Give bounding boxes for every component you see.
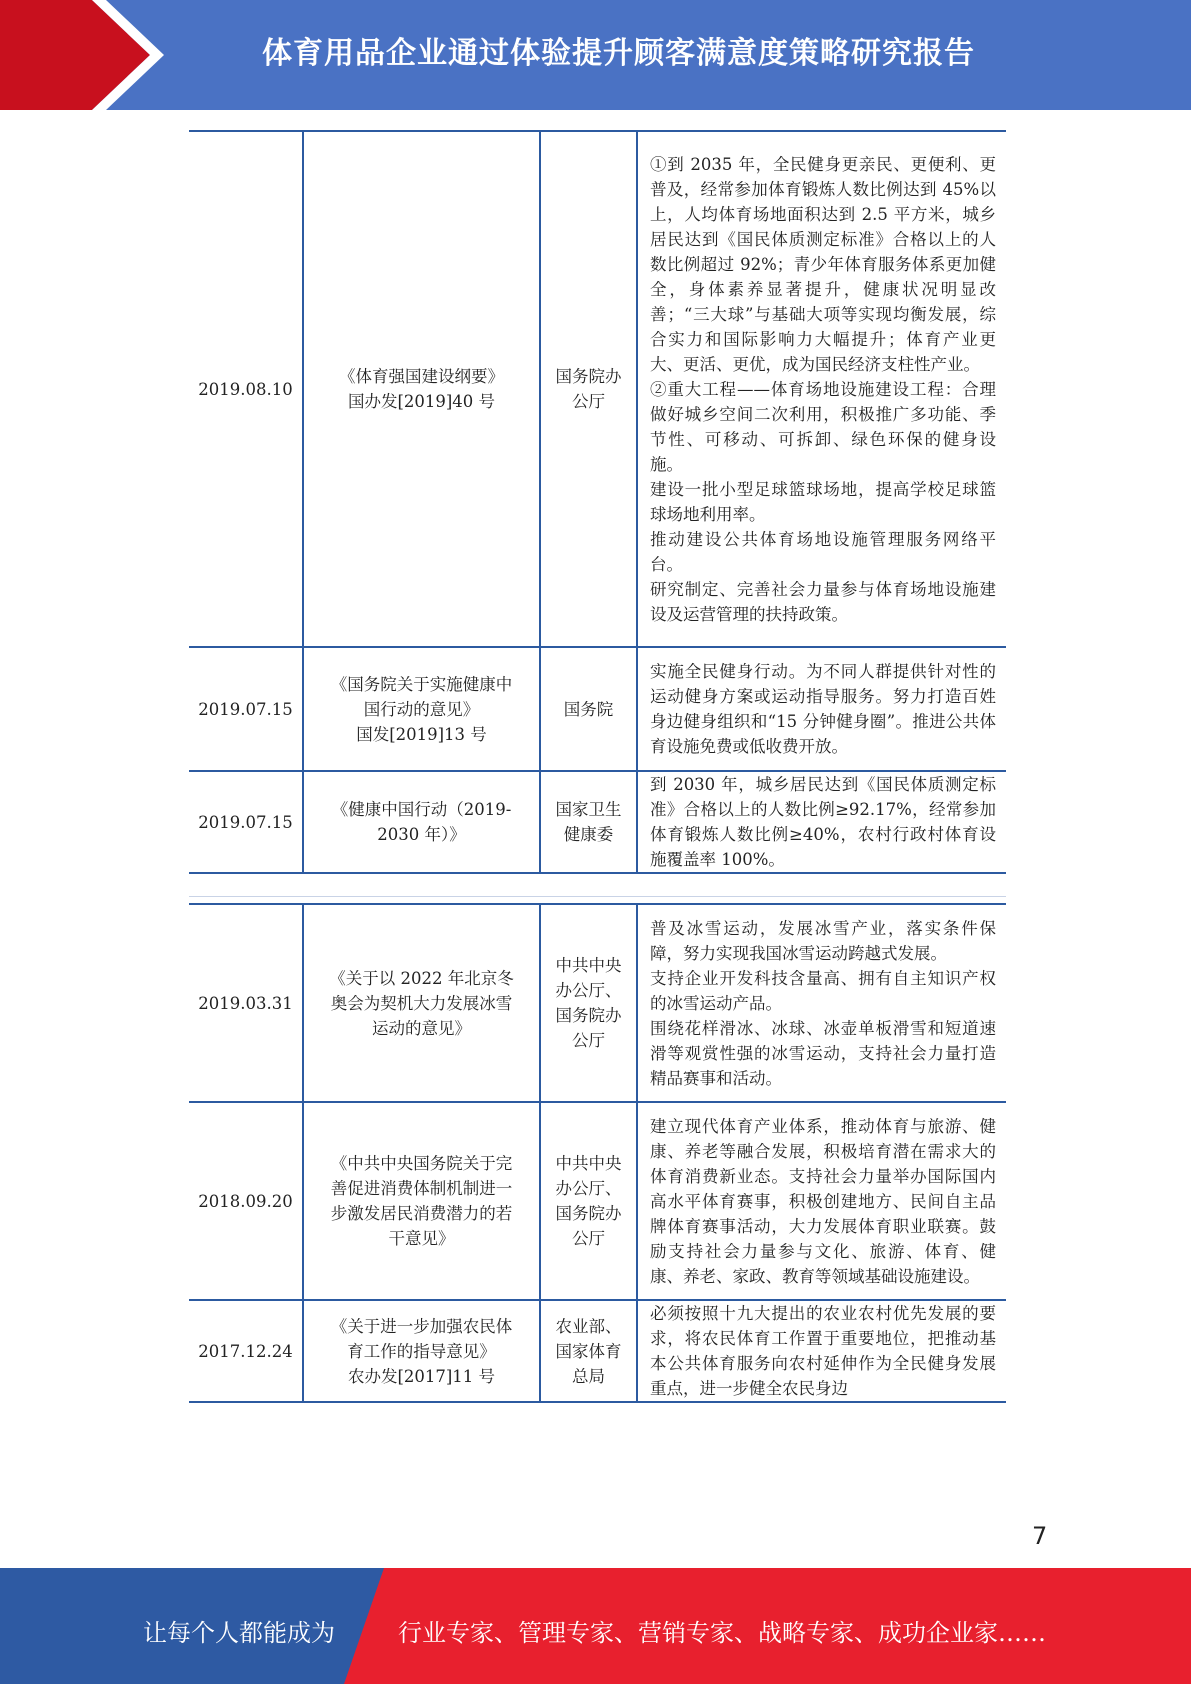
table-row	[189, 1300, 1006, 1402]
issuer-cell: 中共中央 办公厅、 国务院办 公厅	[540, 1102, 637, 1300]
content-cell: 普及冰雪运动，发展冰雪产业，落实条件保障，努力实现我国冰雪运动跨越式发展。 支持企业开发科技含量高、拥有自主知识产权的冰雪运动产品。 围绕花样滑冰、冰球、冰壶单板滑雪和短道速滑等观赏性强的冰雪运动，支持社会力量打造精品赛事和活动。	[637, 904, 1006, 1102]
red-chevron	[0, 0, 150, 110]
page-number: 7	[1032, 1522, 1048, 1550]
content-cell: 到 2030 年，城乡居民达到《国民体质测定标准》合格以上的人数比例≥92.17%，经常参加体育锻炼人数比例≥40%，农村行政村体育设施覆盖率 100%。	[637, 771, 1006, 873]
table-row	[189, 131, 1006, 647]
document-cell: 《健康中国行动（2019- 2030 年）》	[303, 771, 540, 873]
footer-slogan-right: 行业专家、管理专家、营销专家、战略专家、成功企业家……	[398, 1619, 1046, 1647]
issuer-cell: 中共中央 办公厅、 国务院办 公厅	[540, 904, 637, 1102]
table-row	[189, 904, 1006, 1102]
issuer-cell: 国务院办 公厅	[540, 131, 637, 647]
table-row	[189, 647, 1006, 771]
date-cell: 2018.09.20	[189, 1102, 303, 1300]
date-cell: 2019.07.15	[189, 647, 303, 771]
page-footer	[0, 1568, 1191, 1684]
policy-table-1	[189, 130, 1006, 874]
document-cell: 《国务院关于实施健康中 国行动的意见》 国发[2019]13 号	[303, 647, 540, 771]
date-cell: 2019.07.15	[189, 771, 303, 873]
document-cell: 《中共中央国务院关于完 善促进消费体制机制进一 步激发居民消费潜力的若 干意见》	[303, 1102, 540, 1300]
table-separator	[189, 896, 1006, 897]
issuer-cell: 国务院	[540, 647, 637, 771]
issuer-cell: 农业部、 国家体育 总局	[540, 1300, 637, 1402]
page-header	[0, 0, 1191, 110]
document-cell: 《体育强国建设纲要》 国办发[2019]40 号	[303, 131, 540, 647]
footer-slogan-left: 让每个人都能成为	[143, 1619, 335, 1647]
date-cell: 2019.03.31	[189, 904, 303, 1102]
issuer-cell: 国家卫生 健康委	[540, 771, 637, 873]
document-cell: 《关于以 2022 年北京冬 奥会为契机大力发展冰雪 运动的意见》	[303, 904, 540, 1102]
content-cell: 实施全民健身行动。为不同人群提供针对性的运动健身方案或运动指导服务。努力打造百姓身边健身组织和“15 分钟健身圈”。推进公共体育设施免费或低收费开放。	[637, 647, 1006, 771]
date-cell: 2019.08.10	[189, 131, 303, 647]
content-cell: 必须按照十九大提出的农业农村优先发展的要求，将农民体育工作置于重要地位，把推动基本公共体育服务向农村延伸作为全民健身发展重点，进一步健全农民身边	[637, 1300, 1006, 1402]
content-cell: 建立现代体育产业体系，推动体育与旅游、健康、养老等融合发展，积极培育潜在需求大的体育消费新业态。支持社会力量举办国际国内高水平体育赛事，积极创建地方、民间自主品牌体育赛事活动，大力发展体育职业联赛。鼓励支持社会力量参与文化、旅游、体育、健康、养老、家政、教育等领域基础设施建设。	[637, 1102, 1006, 1300]
report-title: 体育用品企业通过体验提升顾客满意度策略研究报告	[262, 36, 975, 71]
content-cell: ①到 2035 年，全民健身更亲民、更便利、更普及，经常参加体育锻炼人数比例达到 45%以上，人均体育场地面积达到 2.5 平方米，城乡居民达到《国民体质测定标准》合格以上的人数比例超过 92%；青少年体育服务体系更加健全，身体素养显著提升，健康状况明显改善；“三大球”与基础大项等实现均衡发展，综合实力和国际影响力大幅提升；体育产业更大、更活、更优，成为国民经济支柱性产业。 ②重大工程——体育场地设施建设工程：合理做好城乡空间二次利用，积极推广多功能、季节性、可移动、可拆卸、绿色环保的健身设施。 建设一批小型足球篮球场地，提高学校足球篮球场地利用率。 推动建设公共体育场地设施管理服务网络平台。 研究制定、完善社会力量参与体育场地设施建设及运营管理的扶持政策。	[637, 131, 1006, 647]
table-row	[189, 1102, 1006, 1300]
document-cell: 《关于进一步加强农民体 育工作的指导意见》 农办发[2017]11 号	[303, 1300, 540, 1402]
policy-table-2	[189, 903, 1006, 1403]
date-cell: 2017.12.24	[189, 1300, 303, 1402]
table-row	[189, 771, 1006, 873]
